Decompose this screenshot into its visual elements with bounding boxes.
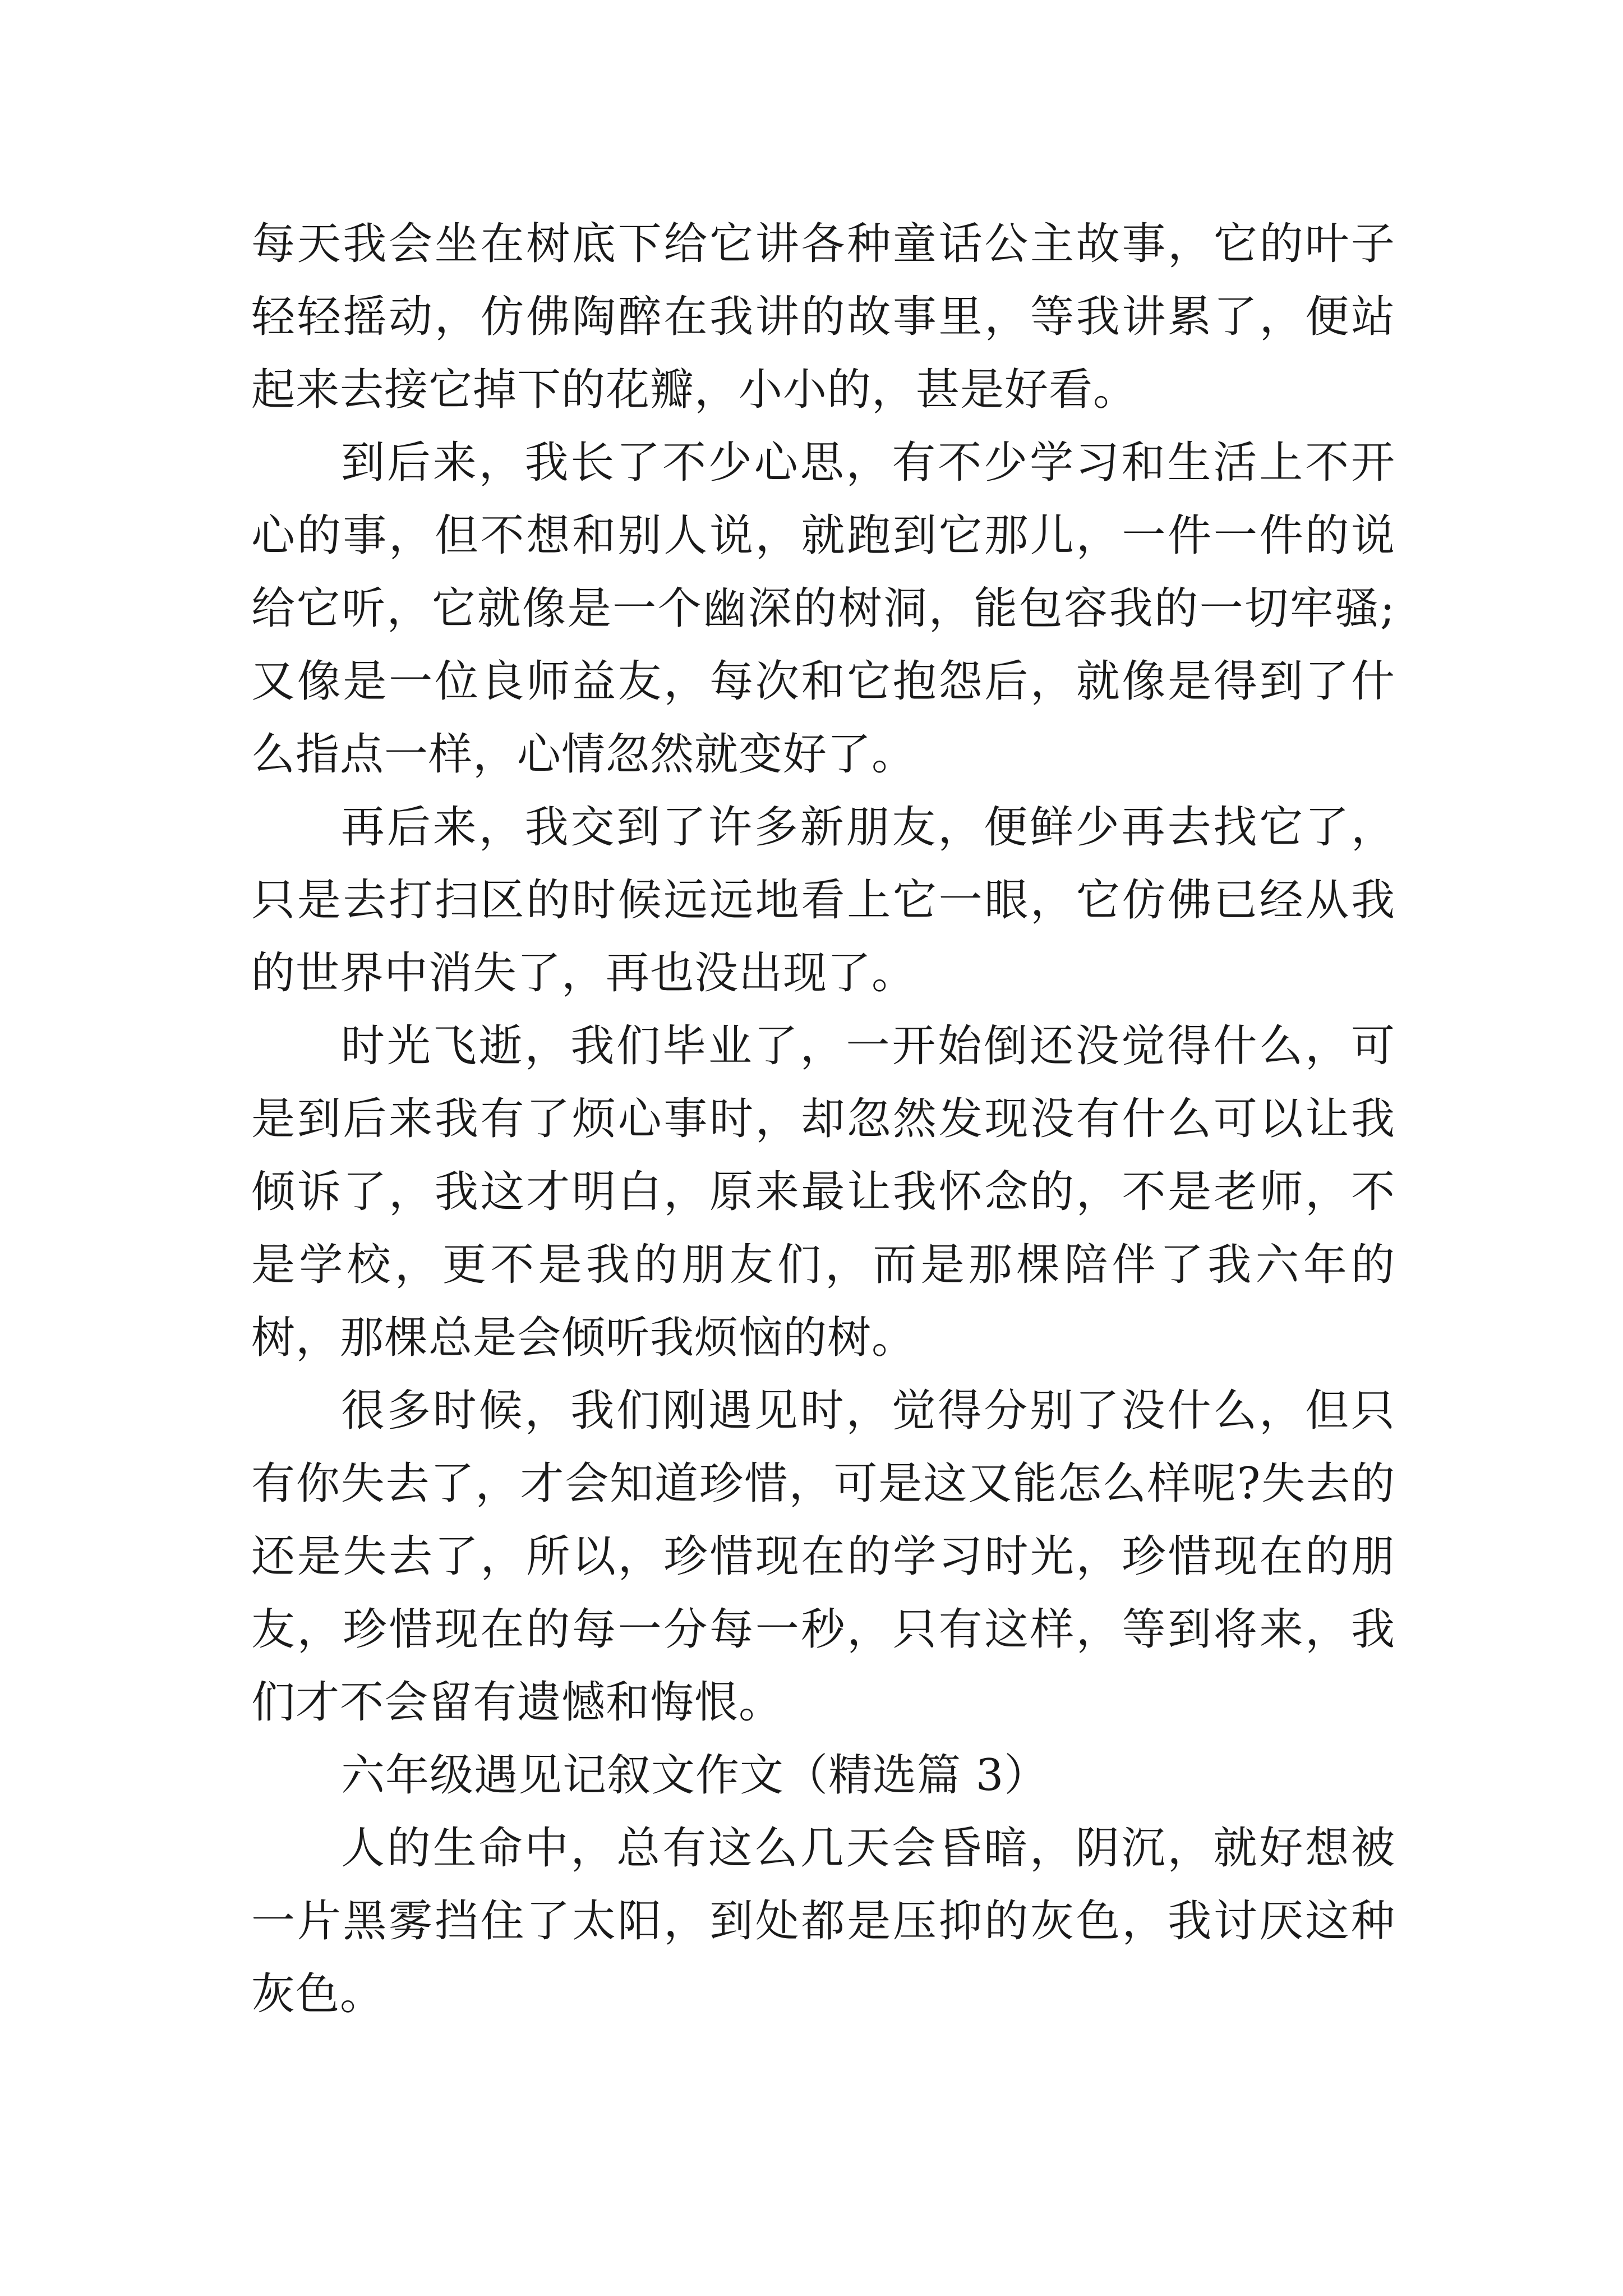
paragraph-5: 很多时候，我们刚遇见时，觉得分别了没什么，但只有你失去了，才会知道珍惜，可是这又能怎么样呢?失去的还是失去了，所以，珍惜现在的学习时光，珍惜现在的朋友，珍惜现在的每一分每一秒，只有这样，等到将来，我们才不会留有遗憾和悔恨。 [251,1386,1395,1728]
paragraph-6: 人的生命中，总有这么几天会昏暗，阴沉，就好想被一片黑雾挡住了太阳，到处都是压抑的灰色，我讨厌这种灰色。 [251,1823,1395,2019]
body-text [251,208,1395,2031]
paragraph-3: 再后来，我交到了许多新朋友，便鲜少再去找它了，只是去打扫区的时候远远地看上它一眼，它仿佛已经从我的世界中消失了，再也没出现了。 [251,802,1395,999]
section-heading: 六年级遇见记叙文作文（精选篇 3） [341,1750,1049,1801]
paragraph-1: 每天我会坐在树底下给它讲各种童话公主故事，它的叶子轻轻摇动，仿佛陶醉在我讲的故事里，等我讲累了，便站起来去接它掉下的花瓣，小小的，甚是好看。 [251,219,1395,415]
paragraph-4: 时光飞逝，我们毕业了，一开始倒还没觉得什么，可是到后来我有了烦心事时，却忽然发现没有什么可以让我倾诉了，我这才明白，原来最让我怀念的，不是老师，不是学校，更不是我的朋友们，而是那棵陪伴了我六年的树，那棵总是会倾听我烦恼的树。 [251,1021,1395,1363]
paragraph-2: 到后来，我长了不少心思，有不少学习和生活上不开心的事，但不想和别人说，就跑到它那儿，一件一件的说给它听，它就像是一个幽深的树洞，能包容我的一切牢骚;又像是一位良师益友，每次和它抱怨后，就像是得到了什么指点一样，心情忽然就变好了。 [251,438,1395,780]
